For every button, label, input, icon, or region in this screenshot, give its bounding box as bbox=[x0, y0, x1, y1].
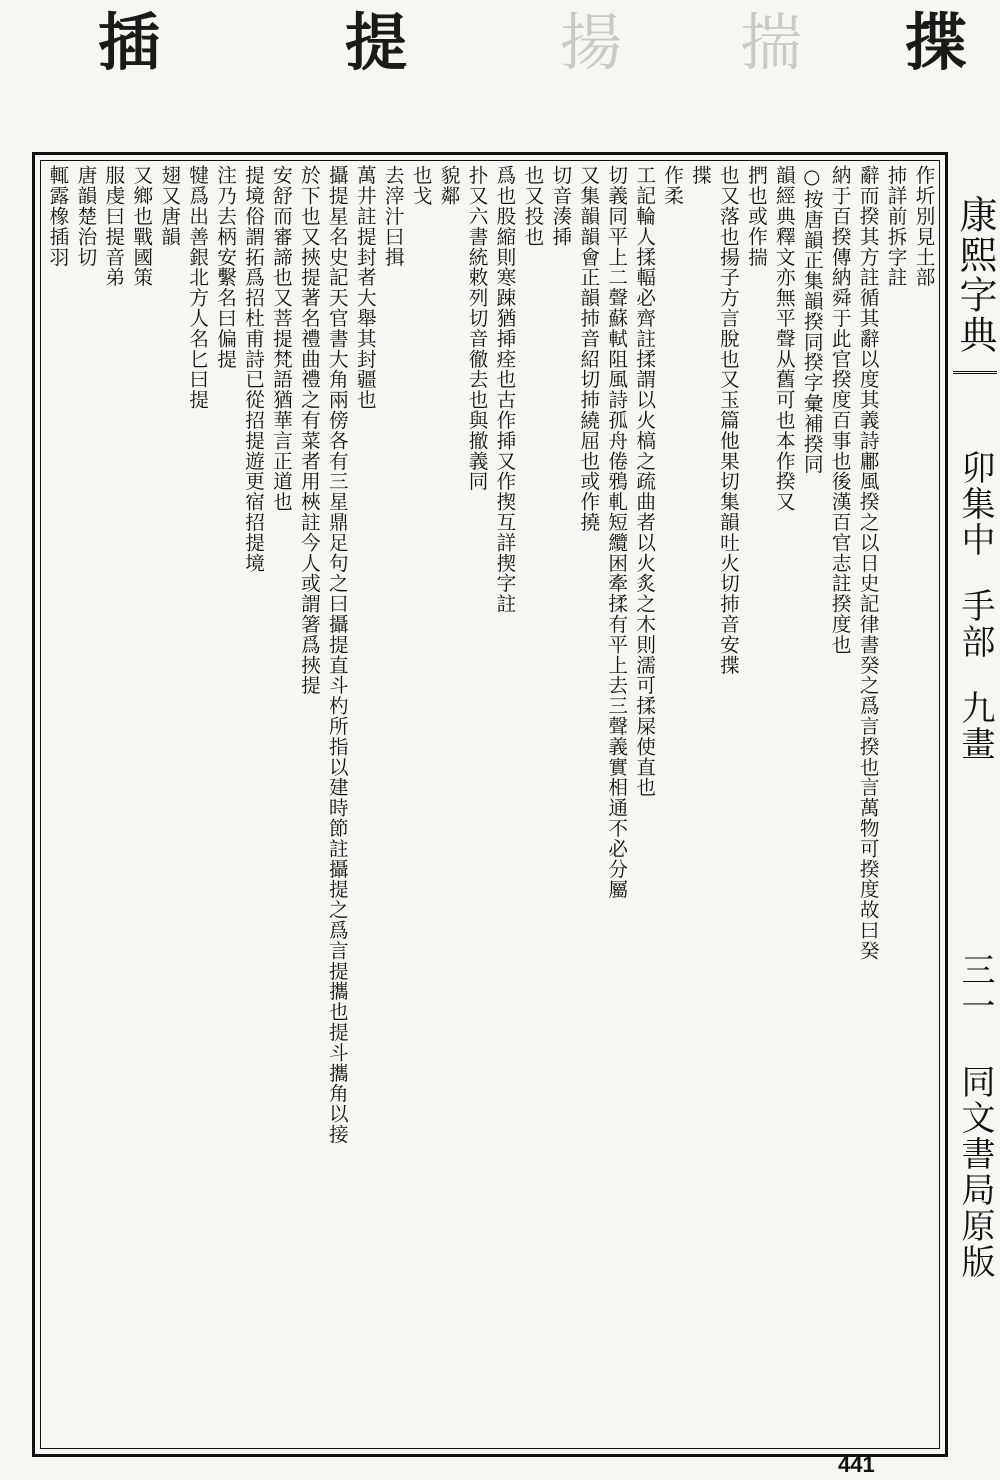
page-number: 441 bbox=[838, 1452, 875, 1477]
text-column: 去滓汁曰揖 bbox=[381, 165, 405, 267]
text-column: 攝提星名史記天官書大角兩傍各有三星鼎足句之曰攝提直斗杓所指以建時節註攝提之爲言提攜也提斗攜角以接 bbox=[325, 165, 349, 1145]
header-seal-char: 揲 bbox=[905, 6, 968, 79]
text-column: 工記輪人揉輻必齊註揉謂以火槁之疏曲者以火炙之木則濡可揉屎使直也 bbox=[632, 165, 656, 798]
text-column: 韻經典釋文亦無平聲从舊可也本作揆又 bbox=[772, 165, 796, 512]
text-column: 輒露橡插羽 bbox=[45, 165, 69, 267]
stroke-count-label: 九畫 bbox=[955, 690, 995, 762]
text-column: ○按唐韻正集韻揆同揆字彙補揆同 bbox=[800, 165, 824, 475]
text-column: 作柔 bbox=[660, 165, 684, 206]
text-column: 提境俗謂拓爲招杜甫詩已從招提遊更宿招提境 bbox=[241, 165, 265, 573]
text-column: 貌鄰 bbox=[437, 165, 461, 206]
text-column: 作圻別見土部 bbox=[912, 165, 935, 288]
text-column: 萬井註提封者大舉其封疆也 bbox=[353, 165, 377, 410]
text-column: 犍爲出善銀北方人名匕曰提 bbox=[185, 165, 209, 410]
text-column: 扑又六書統敕列切音徹去也與撤義同 bbox=[465, 165, 488, 492]
header-seal-char: 插 bbox=[98, 6, 161, 79]
header-seal-char-faint: 揣 bbox=[740, 6, 803, 79]
text-column: 於下也又挾提著名禮曲禮之有菜者用梜註今人或謂箸爲挾提 bbox=[297, 165, 321, 696]
text-column: 注乃去柄安繫名曰偏提 bbox=[213, 165, 237, 369]
text-column: 唐韻楚治切 bbox=[73, 165, 97, 267]
text-column: 捫也或作揣 bbox=[744, 165, 768, 267]
margin-title bbox=[950, 195, 1000, 1390]
text-column: 服虔曰提音弟 bbox=[101, 165, 125, 288]
text-column: 也戈 bbox=[409, 165, 433, 206]
publisher-label: 同文書局原版 bbox=[955, 1064, 995, 1280]
text-column: 翅又唐韻 bbox=[157, 165, 181, 247]
page-frame-inner bbox=[40, 160, 940, 1449]
page-frame bbox=[32, 152, 948, 1457]
text-column: 㧊詳前拆字註 bbox=[884, 165, 908, 288]
section-label: 卯集中 bbox=[955, 450, 995, 558]
header-seal-char-faint: 揚 bbox=[560, 6, 623, 79]
text-column: 安舒而審諦也又菩提梵語猶華言正道也 bbox=[269, 165, 293, 512]
text-column: 爲也股縮則寒踈猶揷痊也古作揷又作揳互詳揳字註 bbox=[492, 165, 516, 614]
text-column: 切義同平上二聲蘇軾阻風詩孤舟倦鴉軋短纜困牽揉有平上去三聲義實相通不必分屬 bbox=[604, 165, 628, 900]
text-columns bbox=[41, 161, 939, 1448]
text-column: 切音湊揷 bbox=[548, 165, 572, 247]
margin-rule bbox=[953, 371, 997, 374]
text-column: 又集韻韻會正韻㧊音紹切㧊繞屈也或作撓 bbox=[576, 165, 600, 533]
dictionary-title: 康熙字典 bbox=[953, 195, 997, 355]
text-column: 也又落也揚子方言脫也又玉篇他果切集韻吐火切㧊音安揲 bbox=[716, 165, 740, 675]
text-column: 揲 bbox=[688, 165, 712, 186]
radical-label: 手部 bbox=[955, 588, 995, 660]
margin-page-number: 三一 bbox=[955, 952, 995, 1024]
text-column: 又鄉也戰國策 bbox=[129, 165, 153, 288]
text-column: 納于百揆傳納舜于此官揆度百事也後漢百官志註揆度也 bbox=[828, 165, 852, 655]
text-column: 辭而揆其方註循其辭以度其義詩鄘風揆之以日史記律書癸之爲言揆也言萬物可揆度故曰癸 bbox=[856, 165, 880, 961]
header-seal-char: 提 bbox=[345, 6, 408, 79]
text-column: 也又投也 bbox=[520, 165, 544, 247]
